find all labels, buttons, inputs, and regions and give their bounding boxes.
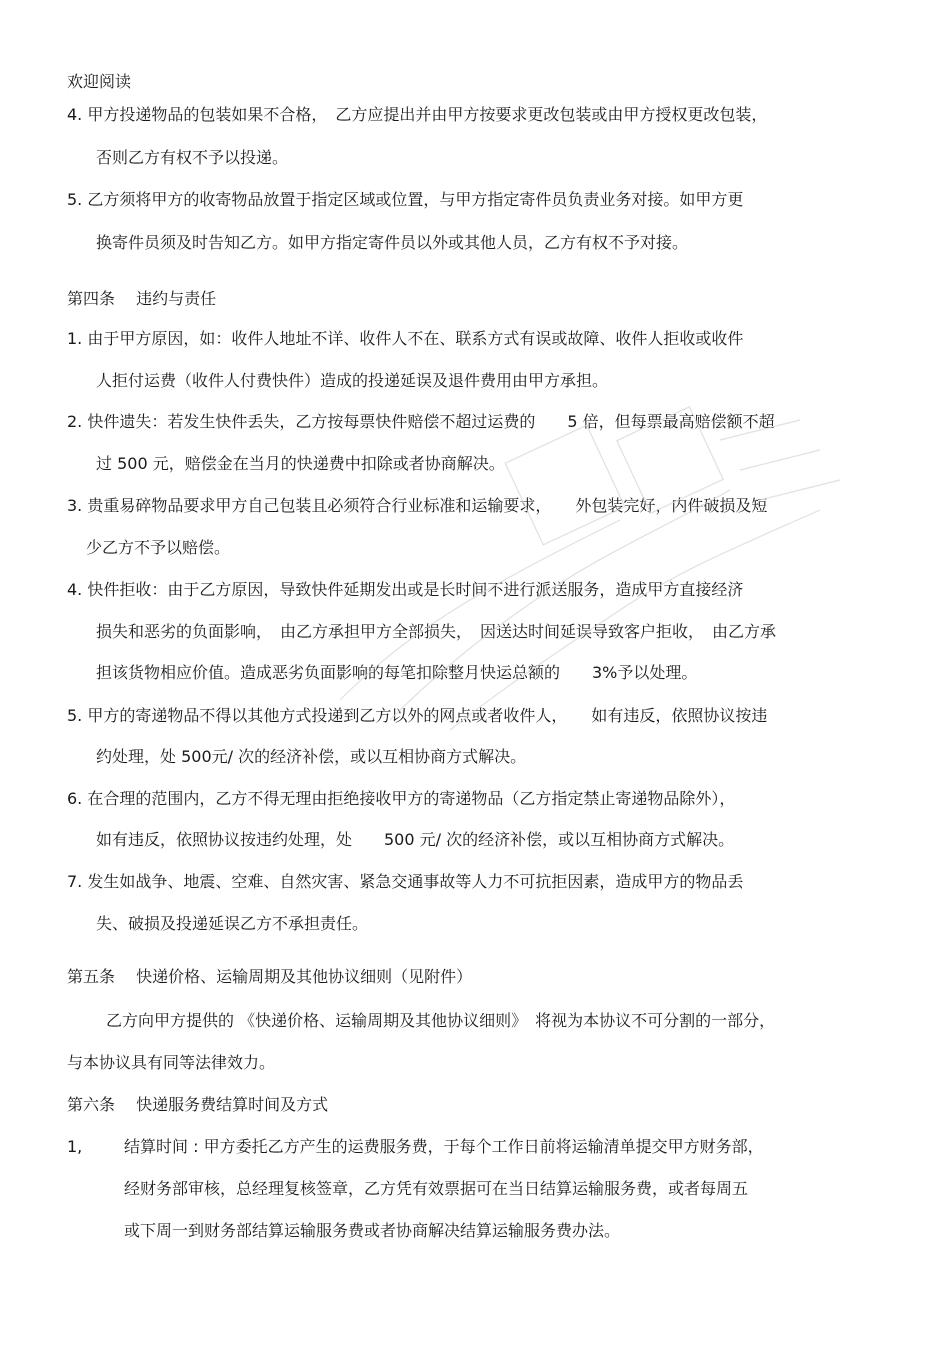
- article-4-item-6-line2: 如有违反，依照协议按违约处理，处 500 元/ 次的经济补偿，或以互相协商方式解决。: [96, 830, 735, 849]
- article-4-item-5-line1: 5. 甲方的寄递物品不得以其他方式投递到乙方以外的网点或者收件人， 如有违反，依照协议按违: [67, 706, 768, 725]
- article-4-item-2-line1: 2. 快件遗失：若发生快件丢失，乙方按每票快件赔偿不超过运费的 5 倍，但每票最高赔偿额不超: [67, 412, 775, 431]
- clause-5-line2: 换寄件员须及时告知乙方。如甲方指定寄件员以外或其他人员，乙方有权不予对接。: [96, 233, 689, 252]
- article-4-item-1-line1: 1. 由于甲方原因，如：收件人地址不详、收件人不在、联系方式有误或故障、收件人拒收或收件: [67, 329, 744, 348]
- article-4-item-2-line2: 过 500 元，赔偿金在当月的快递费中扣除或者协商解决。: [96, 454, 505, 473]
- article-6-item-line2: 经财务部审核，总经理复核签章，乙方凭有效票据可在当日结算运输服务费，或者每周五: [124, 1179, 749, 1198]
- article-6-item-number: 1,: [67, 1137, 83, 1156]
- article-4-item-4-line3: 担该货物相应价值。造成恶劣负面影响的每笔扣除整月快运总额的 3%予以处理。: [96, 663, 698, 682]
- watermark-stamp: [300, 400, 860, 740]
- article-4-item-6-line1: 6. 在合理的范围内，乙方不得无理由拒绝接收甲方的寄递物品（乙方指定禁止寄递物品除外），: [67, 789, 736, 808]
- article-4-title: 第四条 违约与责任: [67, 289, 217, 308]
- article-4-item-5-line2: 约处理，处 500元/ 次的经济补偿，或以互相协商方式解决。: [96, 747, 527, 766]
- article-5-title: 第五条 快递价格、运输周期及其他协议细则（见附件）: [67, 967, 473, 986]
- article-4-item-7-line2: 失、破损及投递延误乙方不承担责任。: [96, 914, 369, 933]
- clause-5-line1: 5. 乙方须将甲方的收寄物品放置于指定区域或位置，与甲方指定寄件员负责业务对接。如甲方更: [67, 190, 744, 209]
- article-6-title: 第六条 快递服务费结算时间及方式: [67, 1095, 329, 1114]
- article-5-para-line1: 乙方向甲方提供的 《快递价格、运输周期及其他协议细则》 将视为本协议不可分割的一部分，: [106, 1011, 776, 1030]
- clause-4-line2: 否则乙方有权不予以投递。: [96, 148, 289, 167]
- clause-4-line1: 4. 甲方投递物品的包装如果不合格， 乙方应提出并由甲方按要求更改包装或由甲方授权更改包装，: [67, 105, 768, 124]
- article-4-item-4-line2: 损失和恶劣的负面影响， 由乙方承担甲方全部损失， 因送达时间延误导致客户拒收， 由乙方承: [96, 622, 777, 641]
- article-6-item-line3: 或下周一到财务部结算运输服务费或者协商解决结算运输服务费办法。: [124, 1221, 621, 1240]
- article-5-para-line2: 与本协议具有同等法律效力。: [67, 1053, 276, 1072]
- article-4-item-4-line1: 4. 快件拒收：由于乙方原因，导致快件延期发出或是长时间不进行派送服务，造成甲方直接经济: [67, 580, 744, 599]
- article-6-item-line1: 结算时间 : 甲方委托乙方产生的运费服务费，于每个工作日前将运输清单提交甲方财务部，: [124, 1137, 764, 1156]
- article-4-item-7-line1: 7. 发生如战争、地震、空难、自然灾害、紧急交通事故等人力不可抗拒因素，造成甲方的物品丢: [67, 872, 744, 891]
- article-4-item-3-line2: 少乙方不予以赔偿。: [86, 538, 231, 557]
- article-4-item-1-line2: 人拒付运费（收件人付费快件）造成的投递延误及退件费用由甲方承担。: [96, 371, 609, 390]
- article-4-item-3-line1: 3. 贵重易碎物品要求甲方自己包装且必须符合行业标准和运输要求， 外包装完好，内件破损及短: [67, 496, 768, 515]
- welcome-header: 欢迎阅读: [67, 72, 132, 91]
